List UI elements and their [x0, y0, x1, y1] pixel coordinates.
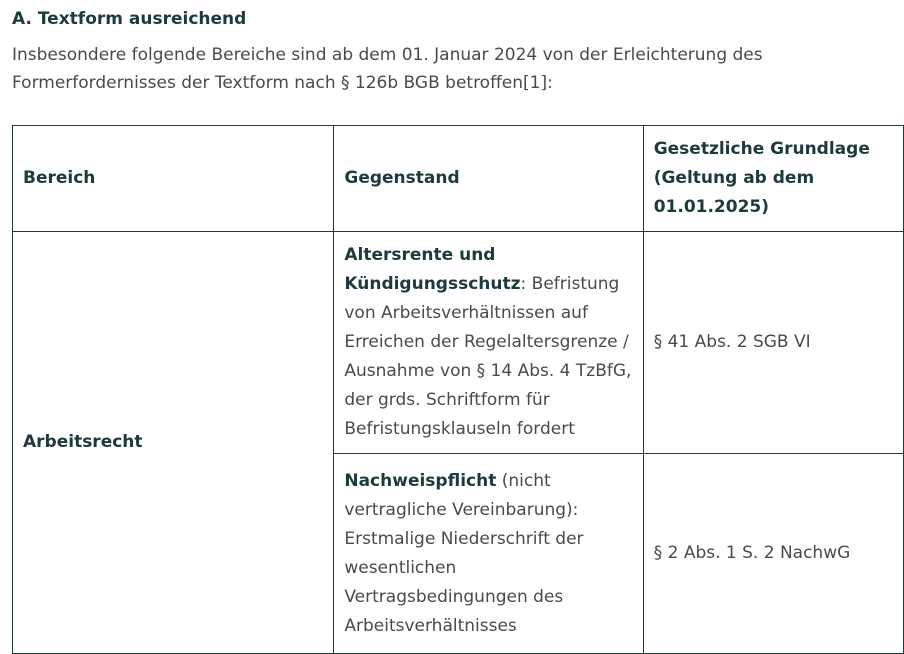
- intro-paragraph: Insbesondere folgende Bereiche sind ab dem 01. Januar 2024 von der Erleichterung des Formerfordernisses der Textform nach § 126b BGB betroffen[1]:: [12, 45, 763, 93]
- header-area: Bereich: [13, 126, 334, 232]
- subject-text: (nicht vertragliche Vereinbarung): Erstmalige Niederschrift der wesentlichen Vertragsbedingungen des Arbeitsverhältnisses: [344, 470, 584, 636]
- subject-cell: [334, 232, 643, 454]
- requirements-table: [12, 125, 904, 654]
- section-heading: A. Textform ausreichend: [12, 9, 247, 29]
- header-subject: Gegenstand: [334, 126, 643, 232]
- basis-cell: § 2 Abs. 1 S. 2 NachwG: [643, 454, 903, 654]
- table-header-row: [13, 126, 904, 232]
- subject-text: : Befristung von Arbeitsverhältnissen auf Erreichen der Regelaltersgrenze / Ausnahme von § 14 Abs. 4 TzBfG, der grds. Schriftform für Befristungsklauseln fordert: [344, 274, 632, 439]
- header-basis: Gesetzliche Grundlage (Geltung ab dem 01.01.2025): [643, 126, 903, 232]
- subject-lead: Altersrente und Kündigungsschutz: [344, 245, 521, 294]
- area-cell: Arbeitsrecht: [13, 232, 334, 654]
- subject-lead: Nachweispflicht: [344, 470, 497, 491]
- basis-cell: § 41 Abs. 2 SGB VI: [643, 232, 903, 454]
- table-row: [13, 232, 904, 454]
- subject-cell: [334, 454, 643, 654]
